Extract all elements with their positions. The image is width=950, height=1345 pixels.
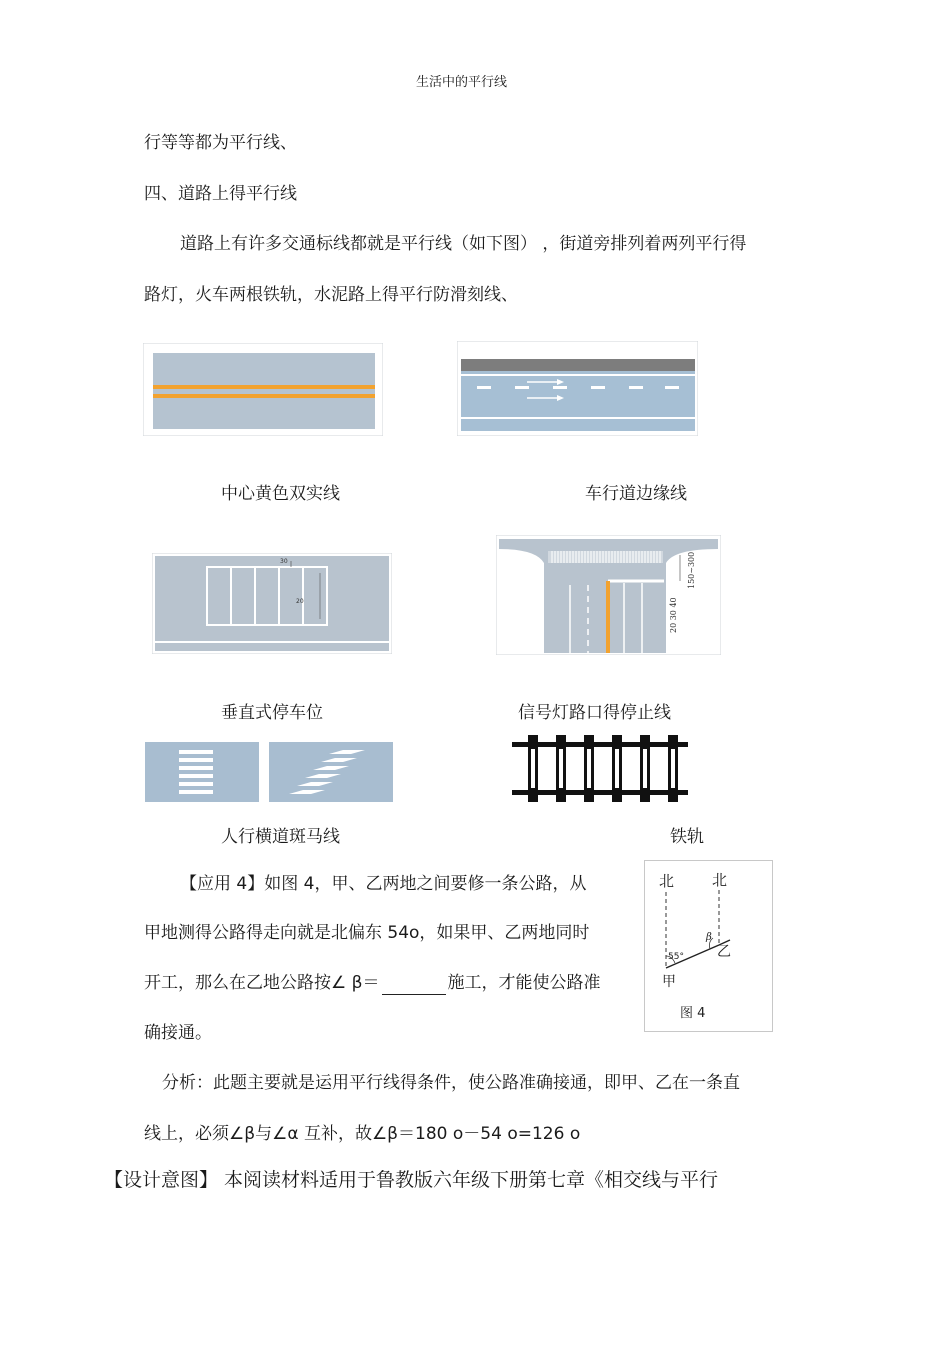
angle-55-label: 55° (668, 952, 684, 962)
application-line (144, 971, 601, 995)
parking-dim-label: 30 (280, 558, 288, 565)
rail-figure (508, 731, 692, 804)
crosswalk-figure (143, 740, 395, 804)
parking-figure (152, 553, 392, 654)
north-label-left: 北 (659, 872, 675, 890)
analysis-line: 线上，必须∠β与∠α 互补，故∠β＝180 o－54 o=126 o (144, 1124, 581, 1144)
answer-blank[interactable] (382, 976, 446, 995)
yi-label: 乙 (717, 944, 731, 960)
section-title: 四、道路上得平行线 (144, 184, 297, 204)
figure-4-caption: 图 4 (680, 1006, 706, 1021)
yellow-double-line-figure (143, 343, 383, 436)
figure-4 (644, 860, 773, 1032)
page-header: 生活中的平行线 (416, 75, 508, 90)
application-line: 【应用 4】如图 4，甲、乙两地之间要修一条公路，从 (180, 874, 587, 894)
caption-yellow-line: 中心黄色双实线 (221, 484, 340, 504)
analysis-line: 分析：此题主要就是运用平行线得条件，使公路准确接通，即甲、乙在一条直 (162, 1073, 740, 1093)
paragraph-line: 道路上有许多交通标线都就是平行线（如下图） ，街道旁排列着两列平行得 (180, 234, 747, 254)
design-intent: 【设计意图】 本阅读材料适用于鲁教版六年级下册第七章《相交线与平行 (104, 1169, 719, 1191)
caption-parking: 垂直式停车位 (221, 703, 323, 723)
stop-dim-label: 20 30 40 (669, 597, 678, 633)
stop-dim-label: 150~300 (687, 551, 696, 589)
application-line: 甲地测得公路得走向就是北偏东 54o，如果甲、乙两地同时 (144, 923, 590, 943)
paragraph-line: 路灯，火车两根铁轨，水泥路上得平行防滑刻线、 (144, 285, 518, 305)
application-question: 开工，那么在乙地公路按∠ β＝ (144, 973, 380, 993)
caption-crosswalk: 人行横道斑马线 (221, 827, 340, 847)
north-label-right: 北 (712, 871, 728, 889)
caption-rail: 铁轨 (670, 827, 704, 847)
application-question-end: 施工，才能使公路准 (447, 973, 601, 993)
paragraph-continued: 行等等都为平行线、 (144, 133, 297, 153)
parking-dim-label: 20 (296, 598, 304, 605)
stop-line-figure (496, 535, 721, 655)
caption-stop-line: 信号灯路口得停止线 (518, 703, 671, 723)
caption-lane-edge: 车行道边缘线 (585, 484, 687, 504)
jia-label: 甲 (662, 974, 676, 990)
beta-label: β (706, 932, 712, 943)
lane-edge-figure (457, 341, 698, 436)
application-line: 确接通。 (144, 1023, 212, 1043)
